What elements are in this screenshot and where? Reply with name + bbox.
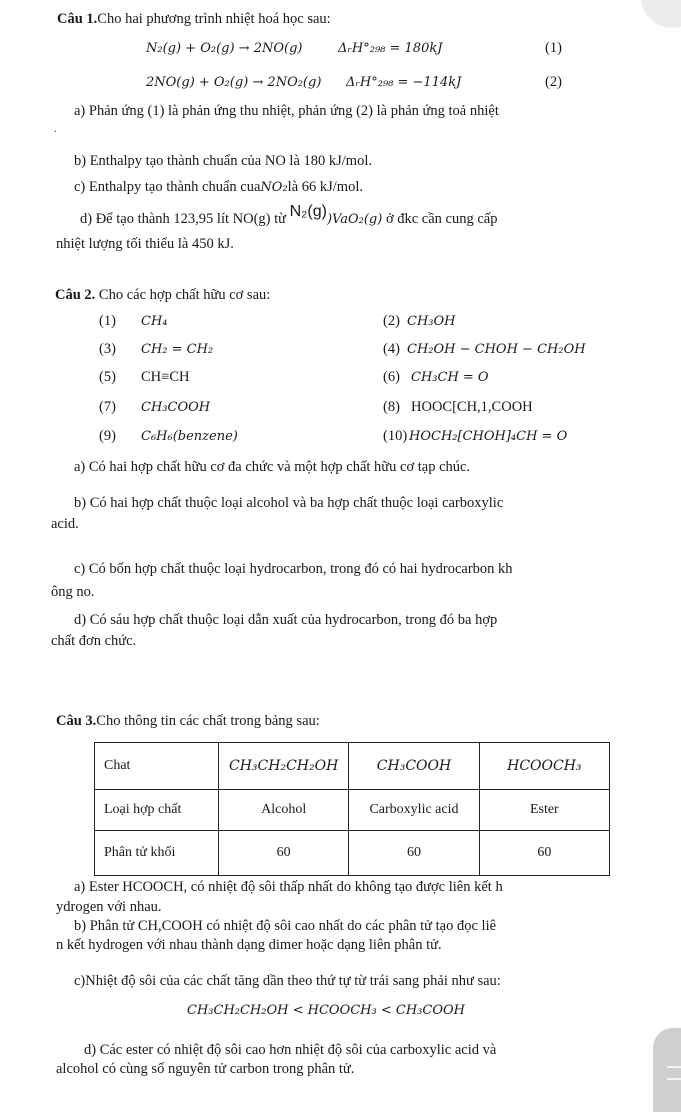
q2-item-2-num: (2) <box>383 313 400 329</box>
q3-statement-c-line1: c)Nhiệt độ sôi của các chất tăng dần theo thứ tự từ trái sang phải như sau: <box>74 973 501 989</box>
scroll-handle[interactable] <box>653 1028 681 1112</box>
q3-statement-b-line1: b) Phân tử CH,COOH có nhiệt độ sôi cao nhất do các phân tử tạo đọc liê <box>74 918 497 934</box>
table-cell-mass-3: 60 <box>479 831 609 876</box>
q3-heading <box>56 713 320 730</box>
q1-eq1-lhs: N₂(g) + O₂(g) → 2NO(g) <box>146 41 303 56</box>
q1-d-formula: VaO₂(g) <box>332 212 383 227</box>
q1-d-mid: ) <box>326 212 333 227</box>
q1-statement-d <box>80 203 498 228</box>
q1-eq2-dh: ΔᵣH°₂₉₈ = −114kJ <box>346 75 462 90</box>
q2-item-1-num: (1) <box>99 313 116 329</box>
q3-statement-a-line1: a) Ester HCOOCH, có nhiệt độ sôi thấp nhất do không tạo được liên kết h <box>74 879 503 895</box>
q2-item-10-formula: HOCH₂[CHOH]₄CH = O <box>409 429 568 444</box>
q1-statement-c <box>74 179 363 196</box>
table-row-header <box>95 743 610 790</box>
table-row-mass <box>95 831 610 876</box>
q3-statement-a-line2: ydrogen với nhau. <box>56 899 162 915</box>
q1-eq2-lhs: 2NO(g) + O₂(g) → 2NO₂(g) <box>146 75 322 90</box>
q2-statement-c-line1: c) Có bốn hợp chất thuộc loại hydrocarbon, trong đó có hai hydrocarbon kh <box>74 561 513 577</box>
q2-item-6-formula: CH₃CH = O <box>411 370 489 385</box>
q1-heading <box>57 11 331 28</box>
q3-statement-d-line2: alcohol có cùng số nguyên tử carbon trong phân tử. <box>56 1061 355 1077</box>
table-cell-type-3: Ester <box>479 790 609 831</box>
q1-eq2-num: (2) <box>545 74 562 90</box>
table-cell-type-label: Loại hợp chất <box>95 790 219 831</box>
q2-item-3-formula: CH₂ = CH₂ <box>141 342 214 357</box>
q2-item-6-num: (6) <box>383 369 400 385</box>
q2-title: Câu 2. <box>55 287 96 303</box>
q3-statement-b-line2: n kết hydrogen với nhau thành dạng dimer hoặc dạng liên phân tử. <box>56 937 442 953</box>
q1-c-pre: c) Enthalpy tạo thành chuẩn cua <box>74 179 261 195</box>
q2-item-7-formula: CH₃COOH <box>141 400 211 415</box>
q3-intro: Cho thông tin các chất trong bảng sau: <box>96 713 320 729</box>
table-cell-mass-2: 60 <box>349 831 479 876</box>
q2-item-4-formula: CH₂OH − CHOH − CH₂OH <box>407 342 586 357</box>
q2-item-2-formula: CH₃OH <box>407 314 456 329</box>
q1-c-post: là 66 kJ/mol. <box>287 179 363 195</box>
q2-item-10-num: (10) <box>383 428 408 444</box>
table-header-label: Chat <box>95 743 219 790</box>
q1-statement-a: a) Phản ứng (1) là phản ứng thu nhiệt, phản ứng (2) là phản ứng toả nhiệt <box>74 103 499 119</box>
q2-item-5-formula: CH≡CH <box>141 369 190 385</box>
q1-d-pre: d) Để tạo thành 123,95 lít NO(g) từ <box>80 211 286 227</box>
q1-eq1-num: (1) <box>545 40 562 56</box>
q2-statement-d-line1: d) Có sáu hợp chất thuộc loại dẫn xuất của hydrocarbon, trong đó ba hợp <box>74 612 498 628</box>
q1-intro: Cho hai phương trình nhiệt hoá học sau: <box>97 11 331 27</box>
q1-statement-a-dot: . <box>54 124 57 135</box>
q2-statement-c-line2: ông no. <box>51 584 95 600</box>
table-cell-mass-1: 60 <box>219 831 349 876</box>
q2-item-9-formula: C₆H₆(benzene) <box>141 429 238 444</box>
q1-statement-b: b) Enthalpy tạo thành chuẩn của NO là 180 kJ/mol. <box>74 153 372 169</box>
table-header-acetic-acid: CH₃COOH <box>349 743 479 790</box>
table-row-type <box>95 790 610 831</box>
q2-intro: Cho các hợp chất hữu cơ sau: <box>98 287 271 303</box>
q2-statement-b-line2: acid. <box>51 516 79 532</box>
q1-title: Câu 1. <box>57 11 98 27</box>
q3-statement-c-equation: CH₃CH₂CH₂OH < HCOOCH₃ < CH₃COOH <box>187 1003 465 1018</box>
table-header-methyl-formate: HCOOCH₃ <box>479 743 609 790</box>
q2-statement-b-line1: b) Có hai hợp chất thuộc loại alcohol và ba hợp chất thuộc loại carboxylic <box>74 495 504 511</box>
corner-decoration <box>641 0 681 28</box>
q1-d-n2: N₂(g) <box>289 203 327 220</box>
table-cell-type-1: Alcohol <box>219 790 349 831</box>
q2-item-7-num: (7) <box>99 399 116 415</box>
q2-item-5-num: (5) <box>99 369 116 385</box>
q2-statement-d-line2: chất đơn chức. <box>51 633 137 649</box>
q2-item-9-num: (9) <box>99 428 116 444</box>
q2-item-8-formula: HOOC[CH,1,COOH <box>411 399 533 415</box>
q3-table <box>94 742 610 876</box>
q2-item-4-num: (4) <box>383 341 400 357</box>
q3-title: Câu 3. <box>56 713 97 729</box>
table-cell-mass-label: Phân tử khối <box>95 831 219 876</box>
q1-c-formula: NO₂ <box>260 180 288 195</box>
table-header-propanol: CH₃CH₂CH₂OH <box>219 743 349 790</box>
q1-d-post: ở đkc cần cung cấp <box>385 211 498 227</box>
table-cell-type-2: Carboxylic acid <box>349 790 479 831</box>
q2-heading <box>55 287 270 304</box>
q2-item-1-formula: CH₄ <box>141 314 168 329</box>
q2-item-8-num: (8) <box>383 399 400 415</box>
q2-item-3-num: (3) <box>99 341 116 357</box>
q1-eq1-dh: ΔᵣH°₂₉₈ = 180kJ <box>338 41 443 56</box>
q2-statement-a: a) Có hai hợp chất hữu cơ đa chức và một hợp chất hữu cơ tạp chúc. <box>74 459 471 475</box>
q3-statement-d-line1: d) Các ester có nhiệt độ sôi cao hơn nhiệt độ sôi của carboxylic acid và <box>84 1042 497 1058</box>
q1-statement-d-line2: nhiệt lượng tối thiểu là 450 kJ. <box>56 236 234 252</box>
